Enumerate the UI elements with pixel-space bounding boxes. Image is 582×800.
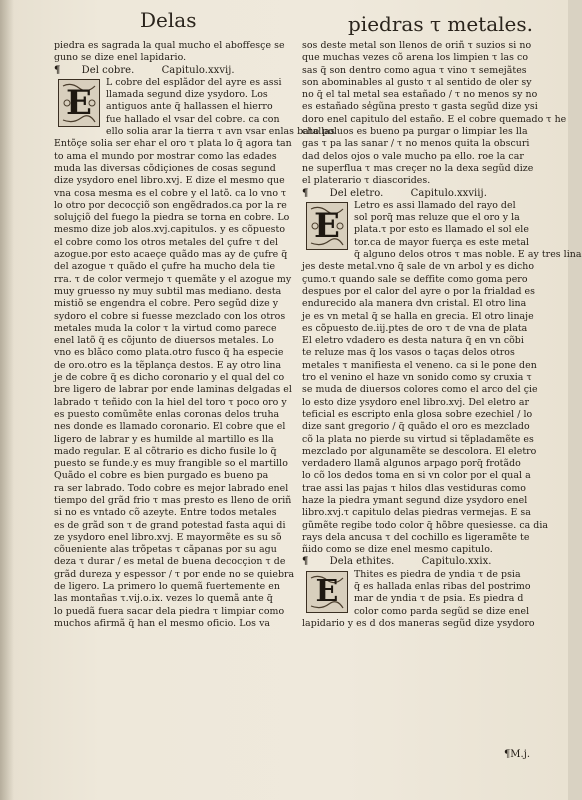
text-line: rays dela ancusa τ del cochillo es ligeramẽte te — [302, 531, 530, 543]
text-line: dize ysydoro enel libro.xvj. E dize el mesmo que — [54, 175, 285, 187]
gutter-shadow — [0, 0, 14, 800]
text-line: labrado τ teñido con la hiel del toro τ poco oro y — [54, 396, 287, 408]
section-title: Del cobre. — [81, 64, 135, 76]
decorated-initial — [58, 79, 100, 127]
text-line: lo puedã fuera sacar dela piedra τ limpiar como — [54, 605, 285, 617]
text-line: muda las diversas cõdiçiones de cosas segund — [54, 162, 276, 174]
text-line: ligero de labrar y es humilde al martillo es lla — [54, 433, 274, 445]
text-line: mistiõ se engendra el cobre. Pero segũd dize y — [54, 298, 279, 310]
text-line: color como parda segũd se dize enel — [354, 605, 530, 617]
text-line: no q̃ el tal metal sea estañado / τ no menos sy no — [302, 89, 538, 101]
text-line: çumo.τ quando sale se deffite como goma pero — [302, 273, 528, 285]
section-body-ethites — [302, 568, 535, 630]
text-line: metales muda la color τ la virtud como parece — [54, 322, 277, 334]
text-line: es puesto comũmẽte enlas coronas delos truha — [54, 408, 280, 420]
text-line: mar de yndia τ de psia. Es piedra d — [354, 593, 524, 605]
running-head-left: Delas — [140, 8, 197, 32]
text-line: muchos afirmã q̃ han el mesmo oficio. Los va — [54, 617, 271, 629]
text-line: gũmẽte regibe todo color q̃ hõbre quesiesse. ca dia — [302, 519, 549, 531]
text-line: jes deste metal.vno q̃ sale de vn arbol y es dicho — [302, 261, 535, 273]
chapter-number: Capitulo.xxvij. — [161, 64, 235, 76]
left-column — [54, 40, 335, 630]
chapter-number: Capitulo.xxix. — [421, 556, 492, 568]
text-line: azogue.por esto acaeçe quãdo mas ay de çufre q̃ — [54, 249, 288, 261]
text-line: de oro.otro es la tẽplança destos. E ay otro lina — [54, 359, 282, 371]
decorated-initial — [306, 202, 348, 250]
text-line: lo otro por decocçiõ son engẽdrados.ca por la re — [54, 199, 287, 211]
text-line: q̃ es hallada enlas ribas del postrimo — [354, 581, 531, 593]
text-line: Letro es assi llamado del rayo del — [354, 199, 516, 211]
text-line: doro enel capitulo del estaño. E el cobre quemado τ he — [302, 113, 567, 125]
text-line: es estañado se̾gũna presto τ gasta segũd dize ysi — [302, 101, 538, 113]
text-line: vna cosa mesma es el cobre y el latõ. ca lo vno τ — [54, 187, 287, 199]
text-line: deza τ durar / es metal de buena decocçion τ de — [54, 556, 286, 568]
section-text — [54, 76, 335, 630]
text-line: enel latõ q̃ es cõjunto de diuersos metales. Lo — [54, 335, 274, 347]
text-line: grãd dureza y espessor / τ por ende no se quiebra — [54, 568, 295, 580]
text-line: ello solia arar la tierra τ avn vsar enlas batallas — [106, 126, 335, 138]
text-line: antiguos ante q̃ hallassen el hierro — [106, 101, 273, 113]
running-head — [0, 6, 568, 38]
text-line: cho poluos es bueno pa purgar o limpiar les lla — [302, 126, 528, 138]
text-line: je es vn metal q̃ se halla en grecia. El otro linaje — [302, 310, 534, 322]
text-line: Entõçe solia ser ehar el oro τ plata lo q̃ agora tan — [54, 138, 292, 150]
section-title: Del eletro. — [329, 187, 384, 199]
text-line: es de grãd son τ de grand potestad fasta aqui di — [54, 519, 286, 531]
text-line: sydoro el cobre si fuesse mezclado con los otros — [54, 310, 286, 322]
section-body-cobre — [54, 76, 335, 630]
text-line: son abominables al gusto τ al sentido de oler sy — [302, 76, 532, 88]
paragraph-mark: ¶ — [302, 187, 309, 199]
paragraph-mark: ¶ — [302, 556, 309, 568]
text-line: tiempo del grãd frio τ mas presto es lleno de oriñ — [54, 494, 292, 506]
text-line: plata.τ por esto es llamado el sol ele — [354, 224, 529, 236]
text-line: piedra es sagrada la qual mucho el aboffesçe se — [54, 40, 285, 51]
text-line: cõueniente alas trõpetas τ cãpanas por su agu — [54, 544, 277, 556]
section-title: Dela ethites. — [329, 556, 395, 568]
text-line: solujçiõ del fuego la piedra se torna en cobre. Lo — [54, 212, 290, 224]
text-line: dad delos ojos o vale mucho pa ello. roe la car — [302, 150, 524, 162]
text-line: fue hallado el vsar del cobre. ca con — [106, 113, 280, 125]
text-line: lo cõ los dedos toma en si vn color por el qual a — [302, 470, 531, 482]
text-line: teficial es escripto enla glosa sobre ezechiel / lo — [302, 408, 533, 420]
text-line: el cobre como los otros metales del çufre τ del — [54, 236, 279, 248]
text-line: mesmo dize job alos.xvj.capitulos. y es cõpuesto — [54, 224, 286, 236]
initial-letter: E — [315, 573, 339, 609]
text-line: El eletro vdadero es desta natura q̃ en vn cõbi — [302, 335, 524, 347]
text-line: vno es blãco como plata.otro fusco q̃ ha especie — [54, 347, 284, 359]
text-line: el platerario τ diascorides. — [302, 175, 431, 187]
text-line: L cobre del esplãdor del ayre es assi — [106, 76, 282, 88]
text-line: gas τ pa las sanar / τ no menos quita la obscuri — [302, 138, 530, 150]
decorated-initial — [306, 571, 348, 613]
right-column — [302, 40, 582, 630]
paragraph-mark: ¶ — [54, 64, 61, 76]
text-line: del azogue τ quãdo el çufre ha mucho dela tie — [54, 261, 276, 273]
text-line: ñido como se dize enel mesmo capitulo. — [302, 544, 493, 556]
text-line: verdadero llamã algunos arpago porq̃ frotãdo — [302, 458, 521, 470]
text-line: sos deste metal son llenos de oriñ τ suzios si no — [302, 40, 532, 51]
continued-text — [302, 40, 567, 188]
text-line: Quãdo el cobre es bien purgado es bueno pa — [54, 470, 269, 482]
section-heading-ethites — [302, 556, 526, 568]
text-line: ne superflua τ mas creçer no la dexa segũd dize — [302, 162, 534, 174]
section-body-eletro — [302, 199, 582, 557]
text-line: despues por el calor del ayre o por la frialdad es — [302, 285, 536, 297]
text-line: q̃ alguno delos otros τ mas noble. E ay tres lina — [354, 249, 582, 261]
text-line: llamada segund dize ysydoro. Los — [106, 89, 268, 101]
text-line: Thites es piedra de yndia τ de psia — [354, 568, 521, 580]
text-line: se muda de diuersos colores como el arco del çie — [302, 384, 538, 396]
text-line: bre ligero de labrar por ende laminas delgadas el — [54, 384, 292, 396]
text-line: dize sant gregorio / q̃ quãdo el oro es mezclado — [302, 421, 530, 433]
text-line: tor.ca de mayor fuerça es este metal — [354, 236, 530, 248]
text-line: lapidario y es d dos maneras segũd dize ysydoro — [302, 617, 535, 629]
text-line: lo esto dize ysydoro enel libro.xvj. Del eletro ar — [302, 396, 530, 408]
text-line: mado regular. E al cõtrario es dicho fusile lo q̃ — [54, 445, 277, 457]
text-line: haze la piedra ymant segund dize ysydoro enel — [302, 494, 528, 506]
folio-signature: ¶M.j. — [503, 749, 530, 760]
text-line: metales τ manifiesta el veneno. ca si le pone den — [302, 359, 537, 371]
initial-letter: E — [314, 205, 340, 246]
text-line: guno se dize enel lapidario. — [54, 52, 187, 64]
section-heading-eletro — [302, 188, 526, 200]
initial-letter: E — [66, 82, 92, 123]
text-line: te reluze mas q̃ los vasos o taças delos otros — [302, 347, 515, 359]
text-line: de ligero. La primero lo quemã fuertemente en — [54, 581, 280, 593]
text-line: las montañas τ.vij.o.ix. vezes lo quemã ante q̃ — [54, 593, 273, 605]
running-head-right: piedras τ metales. — [348, 12, 533, 36]
text-line: endurecido ala manera dvn cristal. El otro lina — [302, 298, 527, 310]
text-line: rra. τ de color vermejo τ quemãte y el azogue my — [54, 273, 292, 285]
text-line: cõ la plata no pierde su virtud si tẽpladamẽte es — [302, 433, 534, 445]
text-line: muy gruesso ny muy subtil mas mediano. desta — [54, 285, 282, 297]
text-line: sol porq̃ mas reluze que el oro y la — [354, 212, 520, 224]
text-line: trae assi las pajas τ hilos dlas vestiduras como — [302, 482, 526, 494]
text-line: es cõpuesto de.iij.ptes de oro τ de vna de plata — [302, 322, 528, 334]
text-line: mezclado por algunamẽte se descolora. El eletro — [302, 445, 537, 457]
text-line: ra ser labrado. Todo cobre es mejor labrado enel — [54, 482, 289, 494]
text-line: tro el venino el haze vn sonido como sy cruxia τ — [302, 372, 532, 384]
section-heading-cobre — [54, 65, 284, 77]
text-line: puesto se funde.y es muy frangible so el martillo — [54, 458, 288, 470]
text-line: to ama el mundo por mostrar como las edades — [54, 150, 277, 162]
text-line: ze ysydoro enel libro.xvj. E mayormẽte es su sõ — [54, 531, 282, 543]
section-text — [302, 199, 582, 557]
text-line: sas q̃ son dentro como agua τ vino τ semejãtes — [302, 64, 527, 76]
chapter-number: Capitulo.xxviij. — [410, 187, 487, 199]
text-line: nes donde es llamado coronario. El cobre que el — [54, 421, 286, 433]
text-line: si no es vntado cõ azeyte. Entre todos metales — [54, 507, 277, 519]
text-line: je de cobre q̃ es dicho coronario y el qual del co — [54, 372, 285, 384]
text-line: libro.xvj.τ capitulo delas piedras vermejas. E sa — [302, 507, 531, 519]
text-line: que muchas vezes cõ arena los limpien τ las co — [302, 52, 529, 64]
